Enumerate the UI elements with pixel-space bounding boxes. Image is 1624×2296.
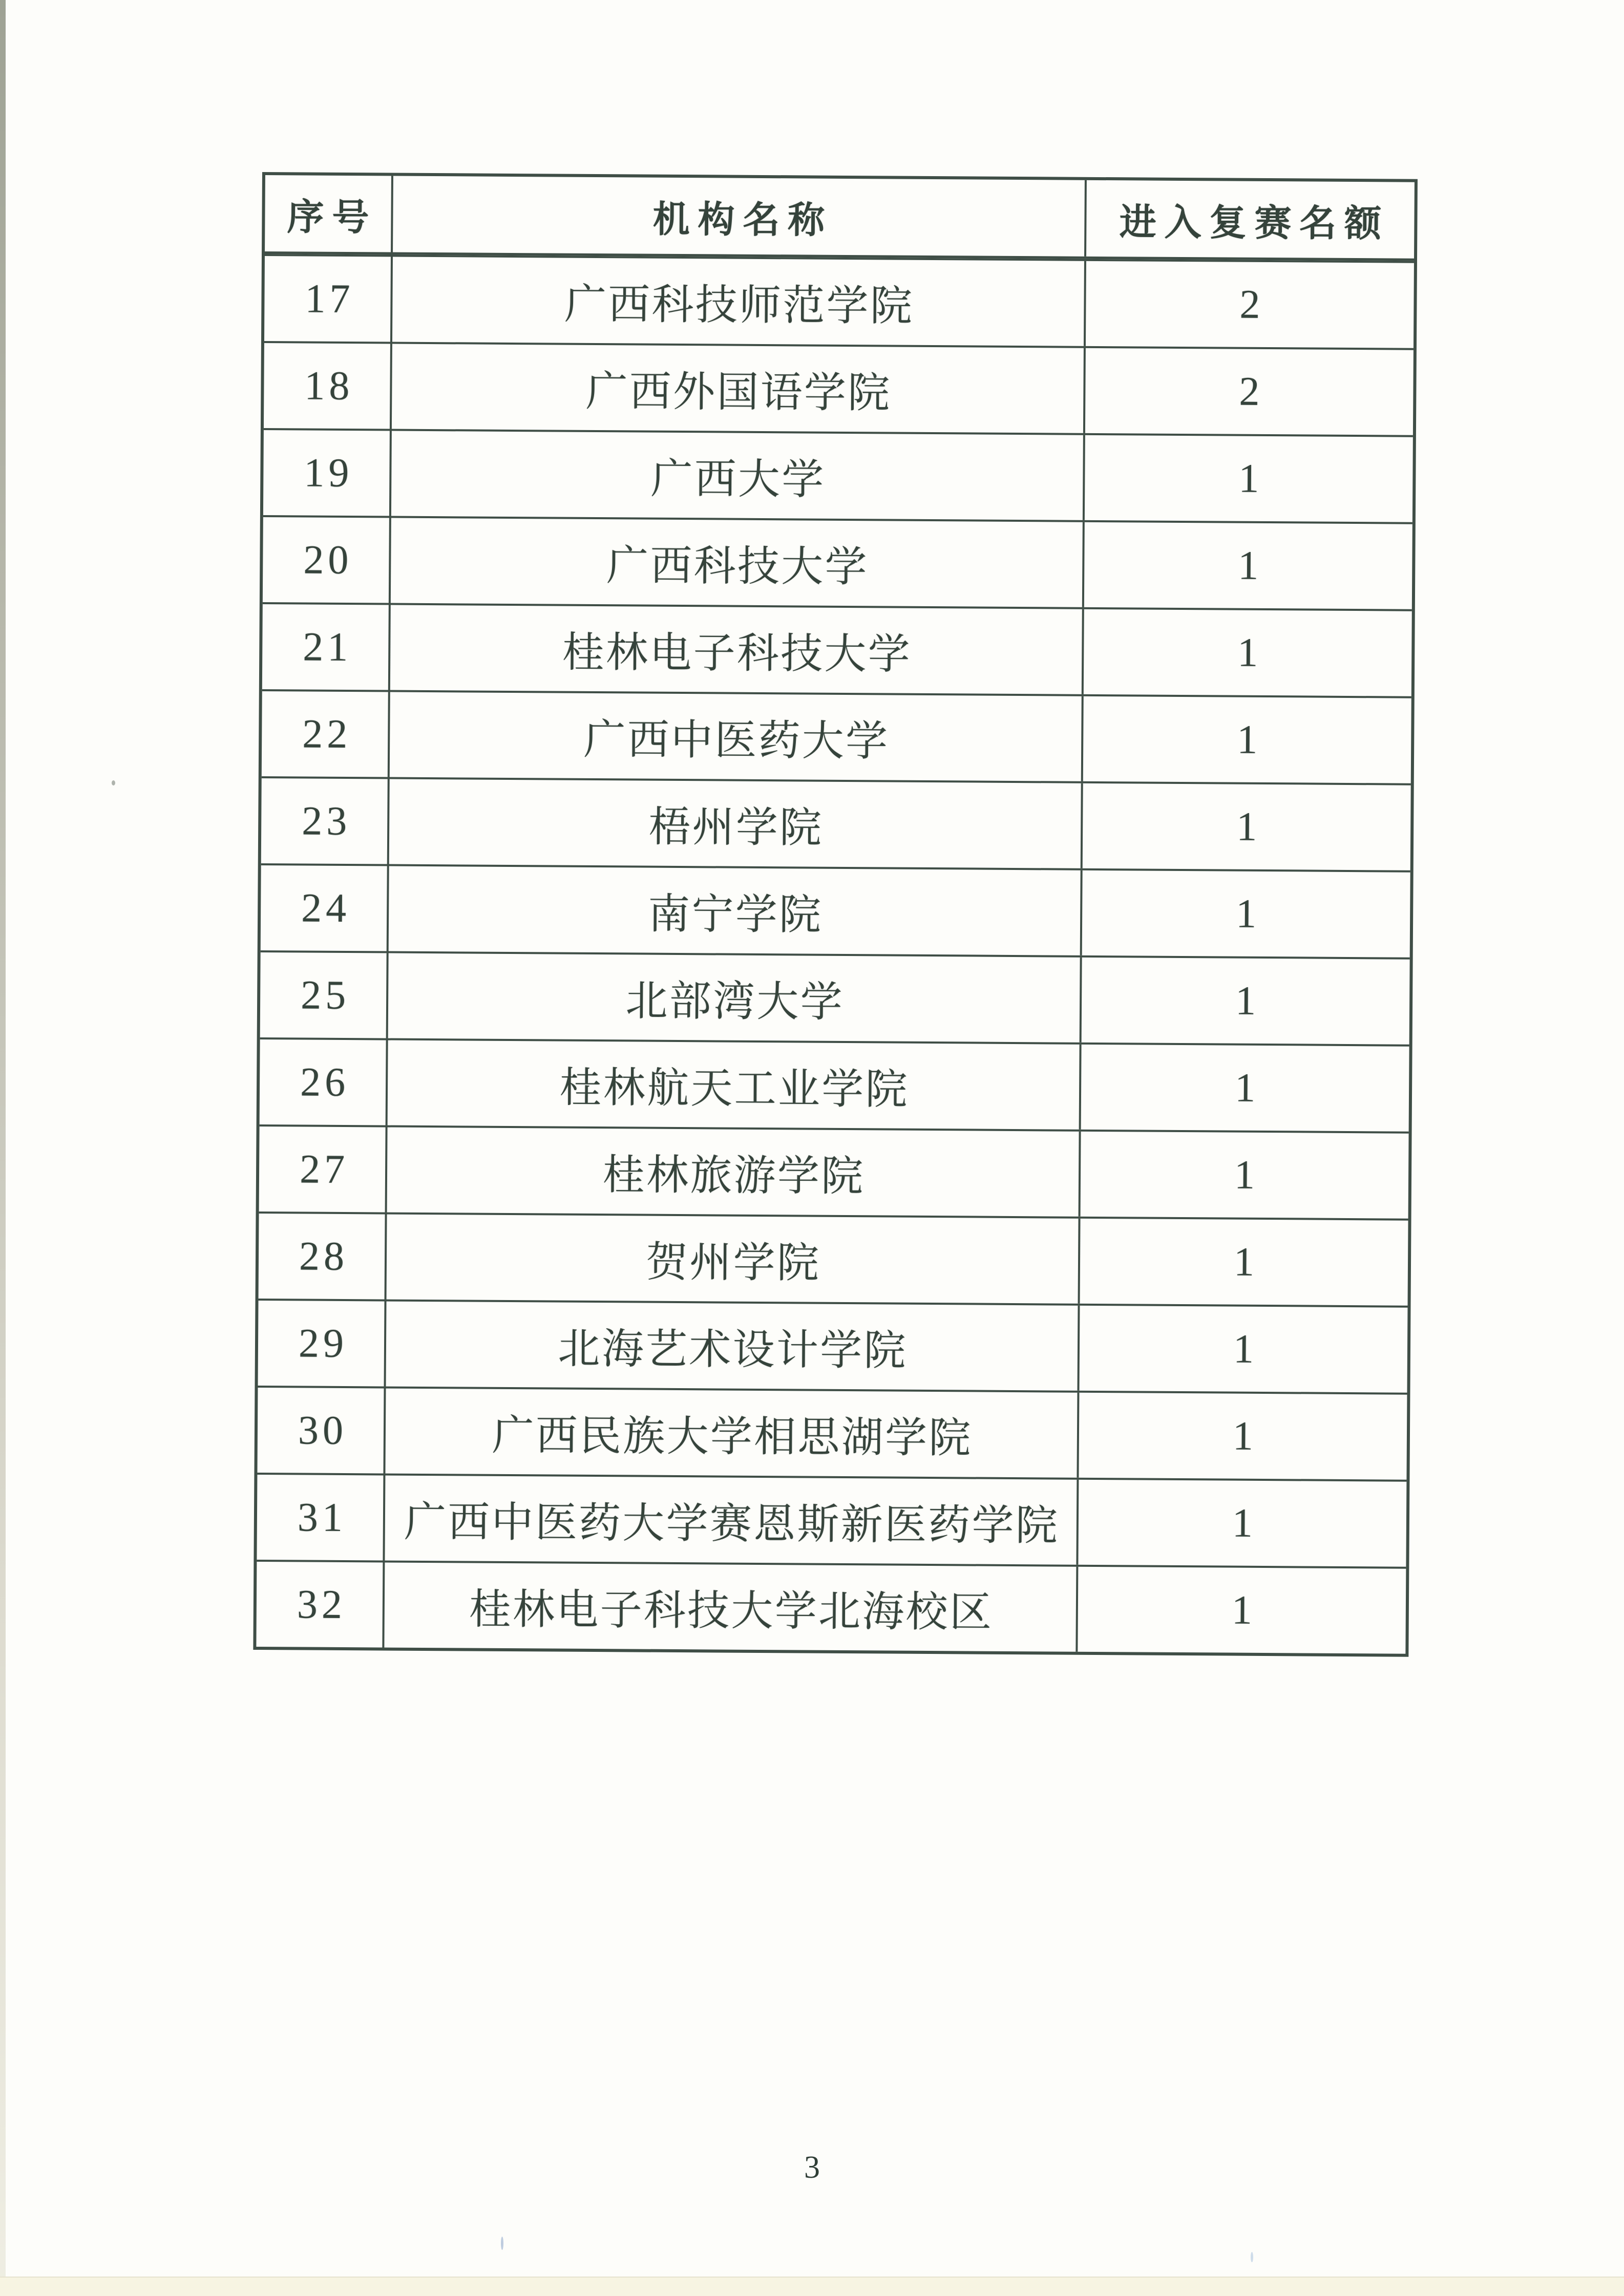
scan-speck xyxy=(1251,2252,1253,2262)
seq-cell: 23 xyxy=(301,798,351,844)
seq-cell: 30 xyxy=(298,1407,348,1453)
institution-cell: 桂林电子科技大学 xyxy=(388,605,1082,694)
institution-cell: 广西民族大学相思湖学院 xyxy=(383,1388,1077,1477)
quota-cell: 1 xyxy=(1081,783,1411,870)
quota-cell: 1 xyxy=(1075,1567,1406,1654)
quota-cell: 1 xyxy=(1082,522,1412,609)
quota-cell: 1 xyxy=(1078,1219,1408,1306)
seq-cell: 22 xyxy=(302,711,352,757)
seq-cell: 27 xyxy=(299,1146,349,1192)
institution-cell: 广西大学 xyxy=(389,431,1083,520)
scan-speck xyxy=(112,780,115,785)
table-row xyxy=(258,1299,1408,1393)
header-institution: 机构名称 xyxy=(391,176,1085,257)
scan-edge-left-artifact xyxy=(0,0,6,2296)
table-row xyxy=(264,254,1414,348)
table-header-row xyxy=(265,175,1415,261)
table-row xyxy=(260,1037,1409,1132)
seq-cell: 29 xyxy=(298,1320,348,1366)
quota-cell: 1 xyxy=(1079,1045,1409,1132)
seq-cell: 20 xyxy=(303,537,353,583)
quota-cell: 2 xyxy=(1084,261,1414,348)
institution-cell: 广西中医药大学 xyxy=(388,692,1082,781)
institution-cell: 广西中医药大学赛恩斯新医药学院 xyxy=(383,1475,1077,1564)
table-row xyxy=(256,1560,1406,1654)
institution-cell: 广西科技大学 xyxy=(389,518,1083,607)
table-row xyxy=(260,950,1410,1045)
table-row xyxy=(262,689,1411,783)
seq-cell: 18 xyxy=(304,363,354,409)
table-row xyxy=(261,776,1411,870)
institution-cell: 广西外国语学院 xyxy=(390,344,1084,433)
header-seq: 序号 xyxy=(287,196,377,238)
scan-edge-bottom-artifact xyxy=(0,2277,1624,2296)
table-row xyxy=(257,1473,1406,1567)
seq-cell: 17 xyxy=(305,276,354,322)
quota-cell: 1 xyxy=(1077,1393,1407,1480)
quota-cell: 1 xyxy=(1076,1480,1406,1567)
institution-cell: 南宁学院 xyxy=(387,866,1081,955)
institution-cell: 桂林电子科技大学北海校区 xyxy=(382,1562,1076,1651)
quota-cell: 1 xyxy=(1079,1132,1409,1219)
institution-cell: 桂林航天工业学院 xyxy=(386,1040,1080,1130)
institution-cell: 广西科技师范学院 xyxy=(390,257,1084,346)
table-row xyxy=(259,1211,1408,1306)
seq-cell: 28 xyxy=(299,1233,349,1279)
page-number: 3 xyxy=(804,2150,820,2185)
seq-cell: 31 xyxy=(297,1494,347,1540)
table-row xyxy=(264,341,1414,435)
scan-speck xyxy=(501,2237,503,2250)
header-quota: 进入复赛名额 xyxy=(1084,180,1415,259)
table-row xyxy=(263,515,1412,609)
table-row xyxy=(259,1124,1409,1219)
quota-cell: 1 xyxy=(1080,958,1410,1045)
institution-cell: 北海艺术设计学院 xyxy=(384,1301,1078,1390)
quota-cell: 2 xyxy=(1083,348,1414,435)
table-row xyxy=(261,863,1410,958)
quota-cell: 1 xyxy=(1077,1306,1407,1393)
seq-cell: 32 xyxy=(297,1581,347,1627)
quota-cell: 1 xyxy=(1080,870,1410,958)
seq-cell: 24 xyxy=(301,885,351,931)
institution-cell: 桂林旅游学院 xyxy=(385,1128,1079,1217)
seq-cell: 25 xyxy=(300,972,350,1018)
table-row xyxy=(257,1386,1407,1480)
quota-cell: 1 xyxy=(1081,696,1411,783)
institution-cell: 北部湾大学 xyxy=(386,953,1080,1043)
institution-cell: 梧州学院 xyxy=(387,779,1081,868)
seq-cell: 19 xyxy=(304,450,353,496)
quota-cell: 1 xyxy=(1082,609,1412,696)
seq-cell: 21 xyxy=(303,624,352,670)
institution-cell: 贺州学院 xyxy=(385,1215,1079,1304)
table-row xyxy=(262,602,1412,696)
quota-table xyxy=(253,172,1418,1657)
quota-cell: 1 xyxy=(1083,435,1413,522)
table-row xyxy=(263,428,1413,522)
seq-cell: 26 xyxy=(300,1059,350,1105)
